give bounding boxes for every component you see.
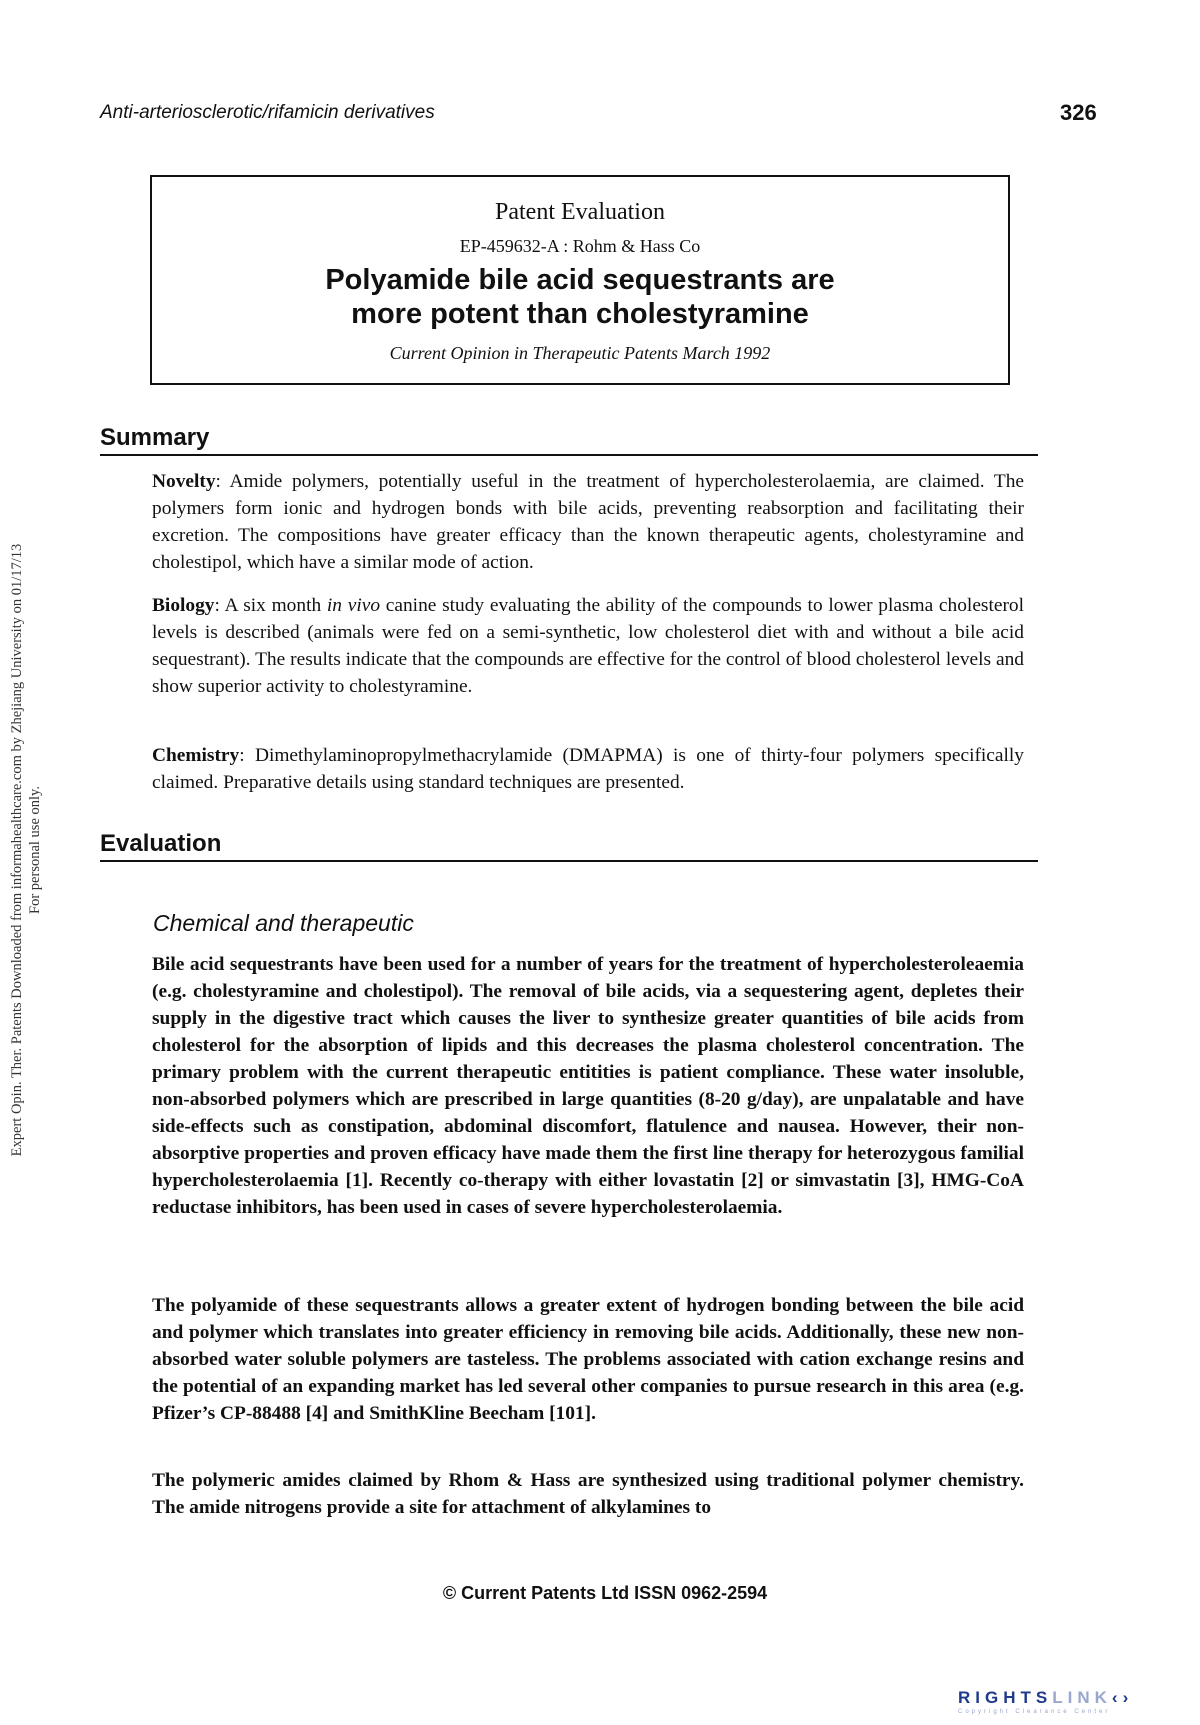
footer-copyright: © Current Patents Ltd ISSN 0962-2594 — [442, 1583, 768, 1603]
evaluation-paragraph-3: The polymeric amides claimed by Rhom & Hass are synthesized using traditional polymer chemistry. The amide nitrogens provide a site for attachment of alkylamines to — [152, 1470, 1024, 1518]
biology-text: : A six month — [214, 595, 327, 616]
title-line-2: more potent than cholestyramine — [351, 298, 809, 330]
title-box — [150, 175, 1010, 385]
evaluation-subheading: Chemical and therapeutic — [153, 910, 414, 936]
journal-citation: Current Opinion in Therapeutic Patents March 1992 — [389, 343, 771, 363]
rightslink-subtitle: Copyright Clearance Center — [958, 1709, 1111, 1715]
novelty-paragraph — [152, 468, 1024, 576]
biology-text-cont: canine study evaluating the ability of the compounds to lower plasma cholesterol levels is described (animals were fed on a semi-synthetic, low cholesterol diet with and without a bile acid sequestrant). The results indicate that the compounds are effective for the control of blood cholesterol levels and show superior activity to cholestyramine. — [152, 595, 1025, 697]
evaluation-paragraph-1: Bile acid sequestrants have been used for a number of years for the treatment of hypercholesteroleaemia (e.g. cholestyramine and cholestipol). The removal of bile acids, via a sequestering agent, depletes their supply in the digestive tract which causes the liver to synthesize greater quantities of bile acids from cholesterol for the absorption of lipids and this decreases the plasma cholesterol concentration. The primary problem with the current therapeutic entitities is patient compliance. These water insoluble, non-absorbed polymers which are prescribed in large quantities (8-20 g/day), are unpalatable and have side-effects such as constipation, abdominal discomfort, flatulence and nausea. However, their non-absorptive properties and proven efficacy have made them the first line therapy for heterozygous familial hypercholesterolaemia [1]. Recently co-therapy with either lovastatin [2] or simvastatin [3], HMG-CoA reductase inhibitors, has been used in cases of severe hypercholesterolaemia. — [152, 954, 1024, 1218]
chemistry-label: Chemistry — [152, 745, 240, 766]
novelty-label: Novelty — [152, 471, 216, 492]
side-watermark — [8, 470, 44, 1230]
evaluation-heading: Evaluation — [100, 830, 1038, 862]
rightslink-arrow-icon: ‹› — [1111, 1688, 1134, 1707]
biology-label: Biology — [152, 595, 215, 616]
rightslink-light: LINK — [1052, 1688, 1112, 1707]
chemistry-text: : Dimethylaminopropylmethacrylamide (DMAPMA) is one of thirty-four polymers specifically claimed. Preparative details using standard techniques are presented. — [152, 745, 1024, 793]
article-title — [152, 263, 1008, 331]
running-head: Anti-arteriosclerotic/rifamicin derivatives — [100, 102, 435, 123]
summary-heading: Summary — [100, 424, 1038, 456]
title-line-1: Polyamide bile acid sequestrants are — [325, 264, 835, 296]
rightslink-logo[interactable] — [958, 1688, 1133, 1715]
page-number: 326 — [1060, 100, 1097, 125]
watermark-line-1: Expert Opin. Ther. Patents Downloaded from informahealthcare.com by Zhejiang University on 01/17/13 — [9, 543, 25, 1157]
patent-number: EP-459632-A : Rohm & Hass Co — [459, 236, 701, 256]
biology-paragraph — [152, 592, 1024, 700]
rightslink-dark: RIGHTS — [958, 1688, 1053, 1707]
novelty-text: : Amide polymers, potentially useful in the treatment of hypercholesterolaemia, are claimed. The polymers form ionic and hydrogen bonds with bile acids, preventing reabsorption and facilitating their excretion. The compositions have greater efficacy than the known therapeutic agents, cholestyramine and cholestipol, which have a similar mode of action. — [152, 471, 1024, 573]
watermark-line-2: For personal use only. — [27, 786, 43, 914]
evaluation-paragraph-2: The polyamide of these sequestrants allows a greater extent of hydrogen bonding between the bile acid and polymer which translates into greater efficiency in removing bile acids. Additionally, these new non-absorbed water soluble polymers are tasteless. The problems associated with cation exchange resins and the potential of an expanding market has led several other companies to pursue research in this area (e.g. Pfizer’s CP-88488 [4] and SmithKline Beecham [101]. — [152, 1295, 1024, 1424]
chemistry-paragraph — [152, 742, 1024, 796]
title-kicker: Patent Evaluation — [495, 199, 665, 225]
biology-italic: in vivo — [326, 595, 381, 616]
